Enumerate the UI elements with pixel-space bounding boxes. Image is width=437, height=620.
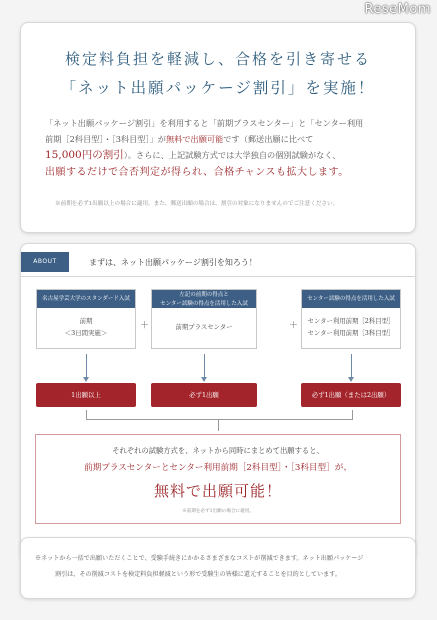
resemom-logo: ReseMom bbox=[364, 2, 431, 17]
para-line2-pre: 前期［2科目型］・［3科目型］」が bbox=[45, 134, 166, 144]
para-line3-post: ）。さらに、上記試験方式では大学独自の個別試験がなく、 bbox=[123, 150, 341, 160]
result-headline: 無料で出願可能！ bbox=[153, 482, 282, 500]
footer-line-1: ※ネットから一括で出願いただくことで、受験手続きにかかるさまざまなコストが削減できます。ネット出願パッケージ bbox=[35, 555, 364, 562]
intro-note: ※前期を必ず1出願以上の場合に適用。また、郵送出願の場合は、割引の対象になりませんのでご注意ください。 bbox=[55, 201, 339, 207]
headline-line-2: 「ネット出願パッケージ割引」を実施！ bbox=[60, 79, 376, 97]
result-box bbox=[35, 434, 401, 524]
divider bbox=[21, 276, 415, 277]
result-note: ※前期を必ず1出願の場合に適用。 bbox=[182, 509, 254, 514]
footer-line-2: 割引は、その削減コストを検定料負担軽減という形で受験生の皆様に還元することを目的としています。 bbox=[55, 571, 341, 578]
plus-sign: ＋ bbox=[140, 321, 150, 331]
exam-column-plus-center bbox=[151, 289, 257, 349]
exam-column-standard bbox=[36, 289, 136, 349]
plus-sign: ＋ bbox=[289, 321, 299, 331]
about-card bbox=[20, 243, 416, 563]
intro-paragraph-line-3 bbox=[45, 147, 395, 163]
intro-card bbox=[20, 22, 416, 233]
about-title: まずは、ネット出願パッケージ割引を知ろう！ bbox=[89, 258, 257, 267]
intro-paragraph-line-4: 出願するだけで合否判定が得られ、合格チャンスも拡大します。 bbox=[45, 167, 349, 178]
free-application-emphasis: 無料で出願可能 bbox=[165, 134, 224, 144]
exam-column-center-use bbox=[301, 289, 401, 349]
intro-paragraph-line-2 bbox=[45, 131, 395, 147]
column-header bbox=[152, 290, 256, 308]
column-body-line: ＜3日間実施＞ bbox=[64, 329, 108, 337]
column-header-line: 左記の前期の得点と bbox=[179, 292, 229, 298]
column-body-line: 前期 bbox=[79, 317, 93, 325]
bracket-connector bbox=[86, 410, 353, 420]
column-body bbox=[37, 308, 135, 339]
column-body-line: 前期プラスセンター bbox=[175, 323, 233, 331]
discount-amount: 15,000円の割引 bbox=[45, 149, 124, 161]
result-line-1: それぞれの試験方式を、ネットから同時にまとめて出願すると、 bbox=[112, 446, 324, 455]
column-body-line: センター利用前期［3科目型］ bbox=[307, 329, 395, 337]
requirement-badge-center-use: 必ず1出願（または2出願） bbox=[301, 383, 401, 407]
column-body-line: センター利用前期［2科目型］ bbox=[307, 317, 395, 325]
down-arrow-icon bbox=[351, 354, 352, 378]
column-header-line: センター試験の得点を活用した入試 bbox=[160, 301, 248, 307]
requirement-badge-standard: 1出願以上 bbox=[36, 383, 136, 407]
down-arrow-icon bbox=[204, 354, 205, 378]
column-header: 名古屋学芸大学のスタンダード入試 bbox=[37, 290, 135, 308]
para-line2-post: です（郵送出願に比べて bbox=[223, 134, 314, 144]
column-body bbox=[152, 308, 256, 333]
intro-paragraph-line-1: 「ネット出願パッケージ割引」を利用すると「前期プラスセンター」と「センター利用 bbox=[45, 118, 364, 128]
about-tag: ABOUT bbox=[21, 252, 69, 272]
column-header: センター試験の得点を活用した入試 bbox=[302, 290, 400, 308]
column-body bbox=[302, 308, 400, 339]
bracket-stem bbox=[218, 419, 219, 431]
footer-card bbox=[20, 537, 416, 599]
headline-line-1: 検定料負担を軽減し、合格を引き寄せる bbox=[64, 50, 371, 68]
result-line-2: 前期プラスセンターとセンター利用前期［2科目型］・［3科目型］が、 bbox=[84, 463, 352, 473]
down-arrow-icon bbox=[86, 354, 87, 378]
requirement-badge-plus-center: 必ず1出願 bbox=[151, 383, 257, 407]
